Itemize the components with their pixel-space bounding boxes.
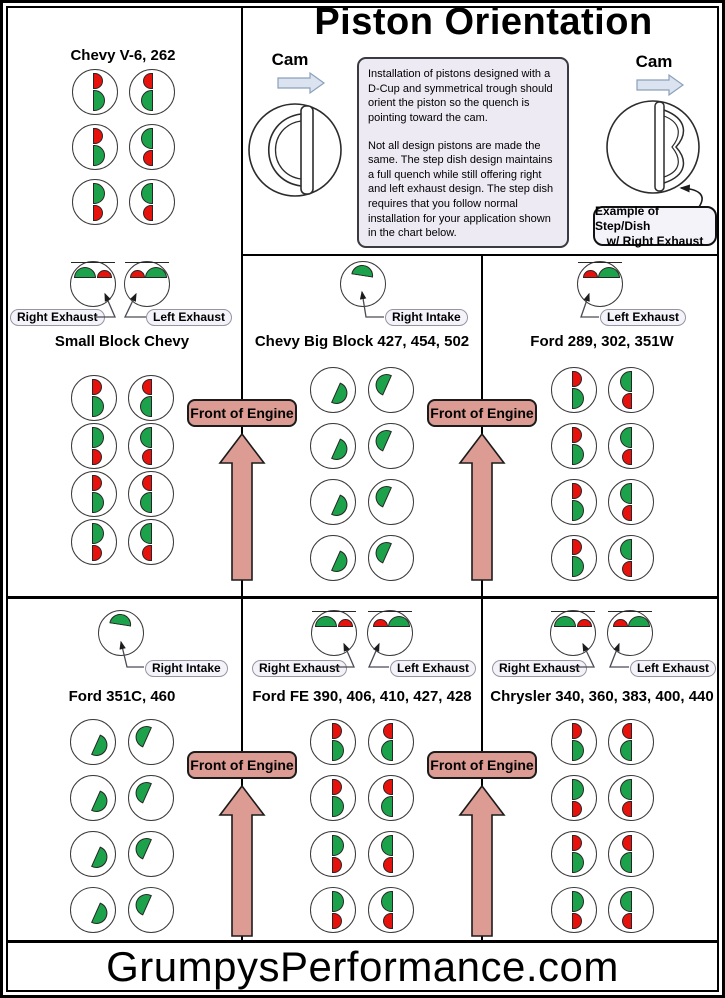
piston: [310, 719, 356, 765]
exhaust-relief: [572, 723, 582, 739]
intake-relief: [141, 90, 153, 111]
dcup-piston-illustration: [249, 104, 341, 196]
exhaust-relief: [97, 270, 112, 278]
note-paragraph-1: Installation of pistons designed with a D-Cup and symmetrical trough should orient the piston so the quench is pointing toward the cam.: [368, 68, 553, 124]
exhaust-relief: [332, 779, 342, 795]
exhaust-relief: [572, 801, 582, 817]
intake-relief: [145, 267, 167, 278]
intake-relief: [620, 852, 632, 873]
piston: [310, 367, 356, 413]
exhaust-relief: [622, 393, 632, 409]
piston-flat-line: [578, 262, 622, 263]
piston: [71, 423, 117, 469]
piston: [70, 831, 116, 877]
legend: [244, 600, 480, 687]
dcup-relief: [132, 779, 152, 804]
intake-relief: [572, 852, 584, 873]
intake-relief: [92, 523, 104, 544]
piston: [368, 535, 414, 581]
exhaust-relief: [572, 835, 582, 851]
piston: [368, 367, 414, 413]
piston: [129, 179, 175, 225]
right-exhaust-label: Right Exhaust: [492, 660, 587, 677]
intake-relief: [351, 263, 374, 277]
cam-label-right: Cam: [635, 52, 673, 71]
intake-relief: [620, 371, 632, 392]
exhaust-relief: [92, 545, 102, 561]
exhaust-relief: [338, 619, 353, 627]
dcup-relief: [331, 383, 351, 408]
legend: [486, 255, 718, 332]
piston: [368, 775, 414, 821]
dcup-relief: [372, 427, 392, 452]
piston-flat-line: [312, 611, 356, 612]
piston: [310, 775, 356, 821]
piston: [310, 423, 356, 469]
intake-relief: [332, 796, 344, 817]
legend-piston-circle: [367, 610, 413, 656]
piston: [551, 535, 597, 581]
piston: [608, 719, 654, 765]
front-of-engine-box: Front of Engine: [427, 751, 537, 779]
intake-relief: [620, 891, 632, 912]
piston: [128, 719, 174, 765]
piston: [70, 775, 116, 821]
intake-relief: [572, 388, 584, 409]
exhaust-relief: [142, 545, 152, 561]
exhaust-relief: [93, 128, 103, 144]
piston: [128, 831, 174, 877]
dcup-relief: [331, 551, 351, 576]
intake-relief: [93, 90, 105, 111]
exhaust-relief: [143, 73, 153, 89]
intake-relief: [620, 740, 632, 761]
divider-vertical-left: [241, 8, 243, 941]
exhaust-relief: [622, 505, 632, 521]
piston: [608, 423, 654, 469]
exhaust-relief: [92, 449, 102, 465]
exhaust-relief: [92, 379, 102, 395]
exhaust-relief: [93, 205, 103, 221]
exhaust-relief: [613, 619, 628, 627]
exhaust-relief: [622, 835, 632, 851]
intake-relief: [92, 492, 104, 513]
divider-horizontal-middle: [8, 596, 717, 599]
legend: [486, 600, 718, 687]
piston: [608, 831, 654, 877]
intake-relief: [141, 128, 153, 149]
intake-relief: [381, 740, 393, 761]
left-exhaust-label: Left Exhaust: [600, 309, 686, 326]
piston: [368, 479, 414, 525]
piston: [608, 775, 654, 821]
piston: [128, 519, 174, 565]
section-title: Chevy Big Block 427, 454, 502: [254, 333, 470, 350]
piston: [128, 423, 174, 469]
piston: [551, 479, 597, 525]
dcup-relief: [91, 735, 111, 760]
intake-relief: [332, 891, 344, 912]
front-of-engine-box: Front of Engine: [187, 751, 297, 779]
dcup-relief: [132, 835, 152, 860]
exhaust-relief: [142, 475, 152, 491]
piston: [70, 719, 116, 765]
exhaust-relief: [383, 723, 393, 739]
dcup-relief: [91, 847, 111, 872]
piston: [551, 719, 597, 765]
intake-relief: [572, 444, 584, 465]
left-exhaust-label: Left Exhaust: [390, 660, 476, 677]
exhaust-relief: [572, 913, 582, 929]
intake-relief: [140, 427, 152, 448]
right-exhaust-label: Right Exhaust: [10, 309, 105, 326]
intake-relief: [332, 835, 344, 856]
dcup-relief: [331, 439, 351, 464]
exhaust-relief: [577, 619, 592, 627]
intake-relief: [140, 396, 152, 417]
piston: [551, 887, 597, 933]
piston: [128, 471, 174, 517]
intake-relief: [572, 500, 584, 521]
legend-piston-circle: [98, 610, 144, 656]
exhaust-relief: [572, 483, 582, 499]
piston: [310, 831, 356, 877]
piston: [310, 887, 356, 933]
exhaust-relief: [583, 270, 598, 278]
piston: [128, 775, 174, 821]
exhaust-relief: [383, 779, 393, 795]
section-title: Chrysler 340, 360, 383, 400, 440: [490, 688, 714, 705]
exhaust-relief: [142, 449, 152, 465]
piston: [310, 479, 356, 525]
exhaust-relief: [332, 913, 342, 929]
exhaust-relief: [143, 150, 153, 166]
piston-flat-line: [551, 611, 595, 612]
intake-relief: [381, 891, 393, 912]
left-exhaust-label: Left Exhaust: [630, 660, 716, 677]
left-exhaust-label: Left Exhaust: [146, 309, 232, 326]
cam-label-left: Cam: [271, 50, 309, 69]
piston: [608, 887, 654, 933]
piston: [551, 423, 597, 469]
dcup-relief: [132, 723, 152, 748]
piston: [71, 471, 117, 517]
intake-relief: [554, 616, 576, 627]
dcup-relief: [372, 539, 392, 564]
intake-relief: [572, 740, 584, 761]
section-title: Ford FE 390, 406, 410, 427, 428: [252, 688, 472, 705]
piston: [310, 535, 356, 581]
dcup-relief: [91, 903, 111, 928]
intake-relief: [74, 267, 96, 278]
right-intake-label: Right Intake: [145, 660, 228, 677]
intake-relief: [140, 523, 152, 544]
piston-flat-line: [368, 611, 412, 612]
section-chevy-v6: [50, 46, 196, 225]
piston-grid: [50, 69, 196, 225]
piston: [608, 535, 654, 581]
intake-relief: [628, 616, 650, 627]
step-dish-piston-illustration: [607, 101, 699, 193]
piston-flat-line: [125, 262, 169, 263]
section-title: Chevy V-6, 262: [70, 47, 176, 64]
piston: [551, 367, 597, 413]
step-dish-callout: [593, 203, 717, 248]
section-title: Small Block Chevy: [54, 333, 190, 350]
site-banner: GrumpysPerformance.com: [8, 940, 717, 990]
piston: [72, 69, 118, 115]
note-paragraph-2: Not all design pistons are made the same. The step dish design maintains a full quench while still offering right and left exhaust design. The step dish requires that you follow normal installation for your application shown in the chart below.: [368, 139, 554, 240]
dcup-relief: [91, 791, 111, 816]
legend-piston-circle: [607, 610, 653, 656]
right-intake-label: Right Intake: [385, 309, 468, 326]
legend-piston-circle: [577, 261, 623, 307]
callout-line-1: Example of Step/Dish: [595, 203, 660, 233]
page-title: Piston Orientation: [314, 1, 653, 43]
section-title: Ford 351C, 460: [68, 688, 176, 705]
exhaust-relief: [572, 427, 582, 443]
piston: [368, 887, 414, 933]
piston: [70, 887, 116, 933]
piston: [72, 179, 118, 225]
intake-relief: [92, 396, 104, 417]
legend: [244, 255, 480, 332]
piston: [129, 124, 175, 170]
exhaust-relief: [622, 723, 632, 739]
intake-relief: [620, 539, 632, 560]
legend-piston-circle: [550, 610, 596, 656]
dcup-relief: [372, 371, 392, 396]
legend: [8, 255, 236, 332]
intake-relief: [141, 183, 153, 204]
intake-relief: [620, 483, 632, 504]
piston: [368, 831, 414, 877]
intake-relief: [381, 796, 393, 817]
cam-arrow-right-icon: [637, 75, 683, 95]
exhaust-relief: [572, 371, 582, 387]
piston-flat-line: [71, 262, 115, 263]
intake-relief: [572, 891, 584, 912]
front-of-engine-box: Front of Engine: [187, 399, 297, 427]
piston: [368, 719, 414, 765]
intake-relief: [388, 616, 410, 627]
dcup-relief: [372, 483, 392, 508]
dcup-relief: [331, 495, 351, 520]
piston: [71, 375, 117, 421]
exhaust-relief: [92, 475, 102, 491]
exhaust-relief: [383, 857, 393, 873]
cam-arrow-left-icon: [278, 73, 324, 93]
legend-piston-circle: [124, 261, 170, 307]
legend-piston-circle: [70, 261, 116, 307]
exhaust-relief: [622, 449, 632, 465]
legend-piston-circle: [340, 261, 386, 307]
right-exhaust-label: Right Exhaust: [252, 660, 347, 677]
piston: [128, 375, 174, 421]
front-of-engine-box: Front of Engine: [427, 399, 537, 427]
piston: [551, 831, 597, 877]
piston-flat-line: [608, 611, 652, 612]
callout-line-2: w/ Right Exhaust: [606, 233, 704, 248]
piston: [608, 479, 654, 525]
intake-relief: [109, 612, 132, 626]
intake-relief: [381, 835, 393, 856]
piston: [551, 775, 597, 821]
exhaust-relief: [332, 723, 342, 739]
piston: [608, 367, 654, 413]
exhaust-relief: [383, 913, 393, 929]
intake-relief: [93, 183, 105, 204]
exhaust-relief: [622, 801, 632, 817]
section-title: Ford 289, 302, 351W: [530, 333, 674, 350]
exhaust-relief: [373, 619, 388, 627]
explanation-note: [357, 57, 569, 248]
intake-relief: [315, 616, 337, 627]
exhaust-relief: [143, 205, 153, 221]
piston: [129, 69, 175, 115]
dcup-relief: [132, 891, 152, 916]
intake-relief: [572, 779, 584, 800]
legend-piston-circle: [311, 610, 357, 656]
intake-relief: [92, 427, 104, 448]
exhaust-relief: [622, 561, 632, 577]
intake-relief: [93, 145, 105, 166]
exhaust-relief: [572, 539, 582, 555]
exhaust-relief: [142, 379, 152, 395]
intake-relief: [620, 427, 632, 448]
intake-relief: [332, 740, 344, 761]
exhaust-relief: [130, 270, 145, 278]
piston: [128, 887, 174, 933]
exhaust-relief: [93, 73, 103, 89]
intake-relief: [572, 556, 584, 577]
legend: [8, 600, 236, 687]
exhaust-relief: [622, 913, 632, 929]
intake-relief: [140, 492, 152, 513]
piston: [368, 423, 414, 469]
intake-relief: [620, 779, 632, 800]
exhaust-relief: [332, 857, 342, 873]
intake-relief: [598, 267, 620, 278]
piston: [72, 124, 118, 170]
piston: [71, 519, 117, 565]
